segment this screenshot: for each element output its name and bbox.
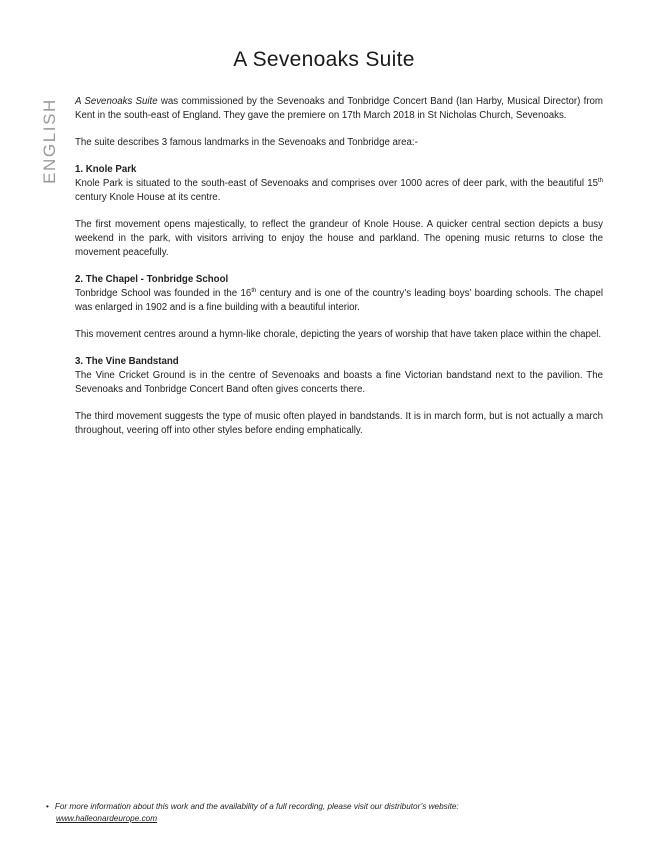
suite-description: The suite describes 3 famous landmarks in the Sevenoaks and Tonbridge area:- xyxy=(75,137,418,148)
footnote-bullet: • xyxy=(46,802,49,811)
footnote xyxy=(46,801,459,825)
footnote-line xyxy=(46,801,459,813)
section-paragraph xyxy=(75,287,603,315)
footnote-text: For more information about this work and the availability of a full recording, please visit our distributor’s website: xyxy=(54,802,459,811)
intro-text: was commissioned by the Sevenoaks and Tonbridge Concert Band (Ian Harby, Musical Director) from Kent in the south-east of England. They gave the premiere on 17th March 2018 in St Nicholas Church, Sevenoaks. xyxy=(75,96,603,121)
intro-paragraph xyxy=(75,95,603,123)
section-text: Knole Park is situated to the south-east of Sevenoaks and comprises over 1000 acres of deer park, with the beautiful 15 xyxy=(75,178,598,189)
page-title: A Sevenoaks Suite xyxy=(233,48,415,71)
section-paragraph: This movement centres around a hymn-like chorale, depicting the years of worship that have taken place within the chapel. xyxy=(75,329,602,340)
section-heading-knole-park: 1. Knole Park xyxy=(75,164,137,175)
section-paragraph: The first movement opens majestically, to reflect the grandeur of Knole House. A quicker central section depicts a busy weekend in the park, with visitors arriving to enjoy the house and parkland. The opening music returns to close the movement peacefully. xyxy=(75,219,603,258)
intro-italic-title: A Sevenoaks Suite xyxy=(75,96,158,107)
section-text: century Knole House at its centre. xyxy=(75,192,221,203)
section-text: century and is one of the country’s leading boys’ boarding schools. The chapel was enlarged in 1902 and is a fine building with a beautiful interior. xyxy=(75,288,603,313)
distributor-website-link[interactable]: www.halleonardeurope.com xyxy=(56,814,158,823)
section-paragraph: The Vine Cricket Ground is in the centre of Sevenoaks and boasts a fine Victorian bandstand next to the pavilion. The Sevenoaks and Tonbridge Concert Band often gives concerts there. xyxy=(75,370,603,395)
section-paragraph: The third movement suggests the type of music often played in bandstands. It is in march form, but is not actually a march throughout, veering off into other styles before ending emphatically. xyxy=(75,411,603,436)
section-heading-chapel: 2. The Chapel - Tonbridge School xyxy=(75,274,229,285)
section-paragraph xyxy=(75,177,603,205)
section-heading-vine-bandstand: 3. The Vine Bandstand xyxy=(75,356,179,367)
ordinal-superscript: th xyxy=(597,178,603,184)
document-body xyxy=(75,95,603,451)
ordinal-superscript: th xyxy=(251,288,257,294)
language-label: ENGLISH xyxy=(40,98,59,184)
section-text: Tonbridge School was founded in the 16 xyxy=(75,288,252,299)
